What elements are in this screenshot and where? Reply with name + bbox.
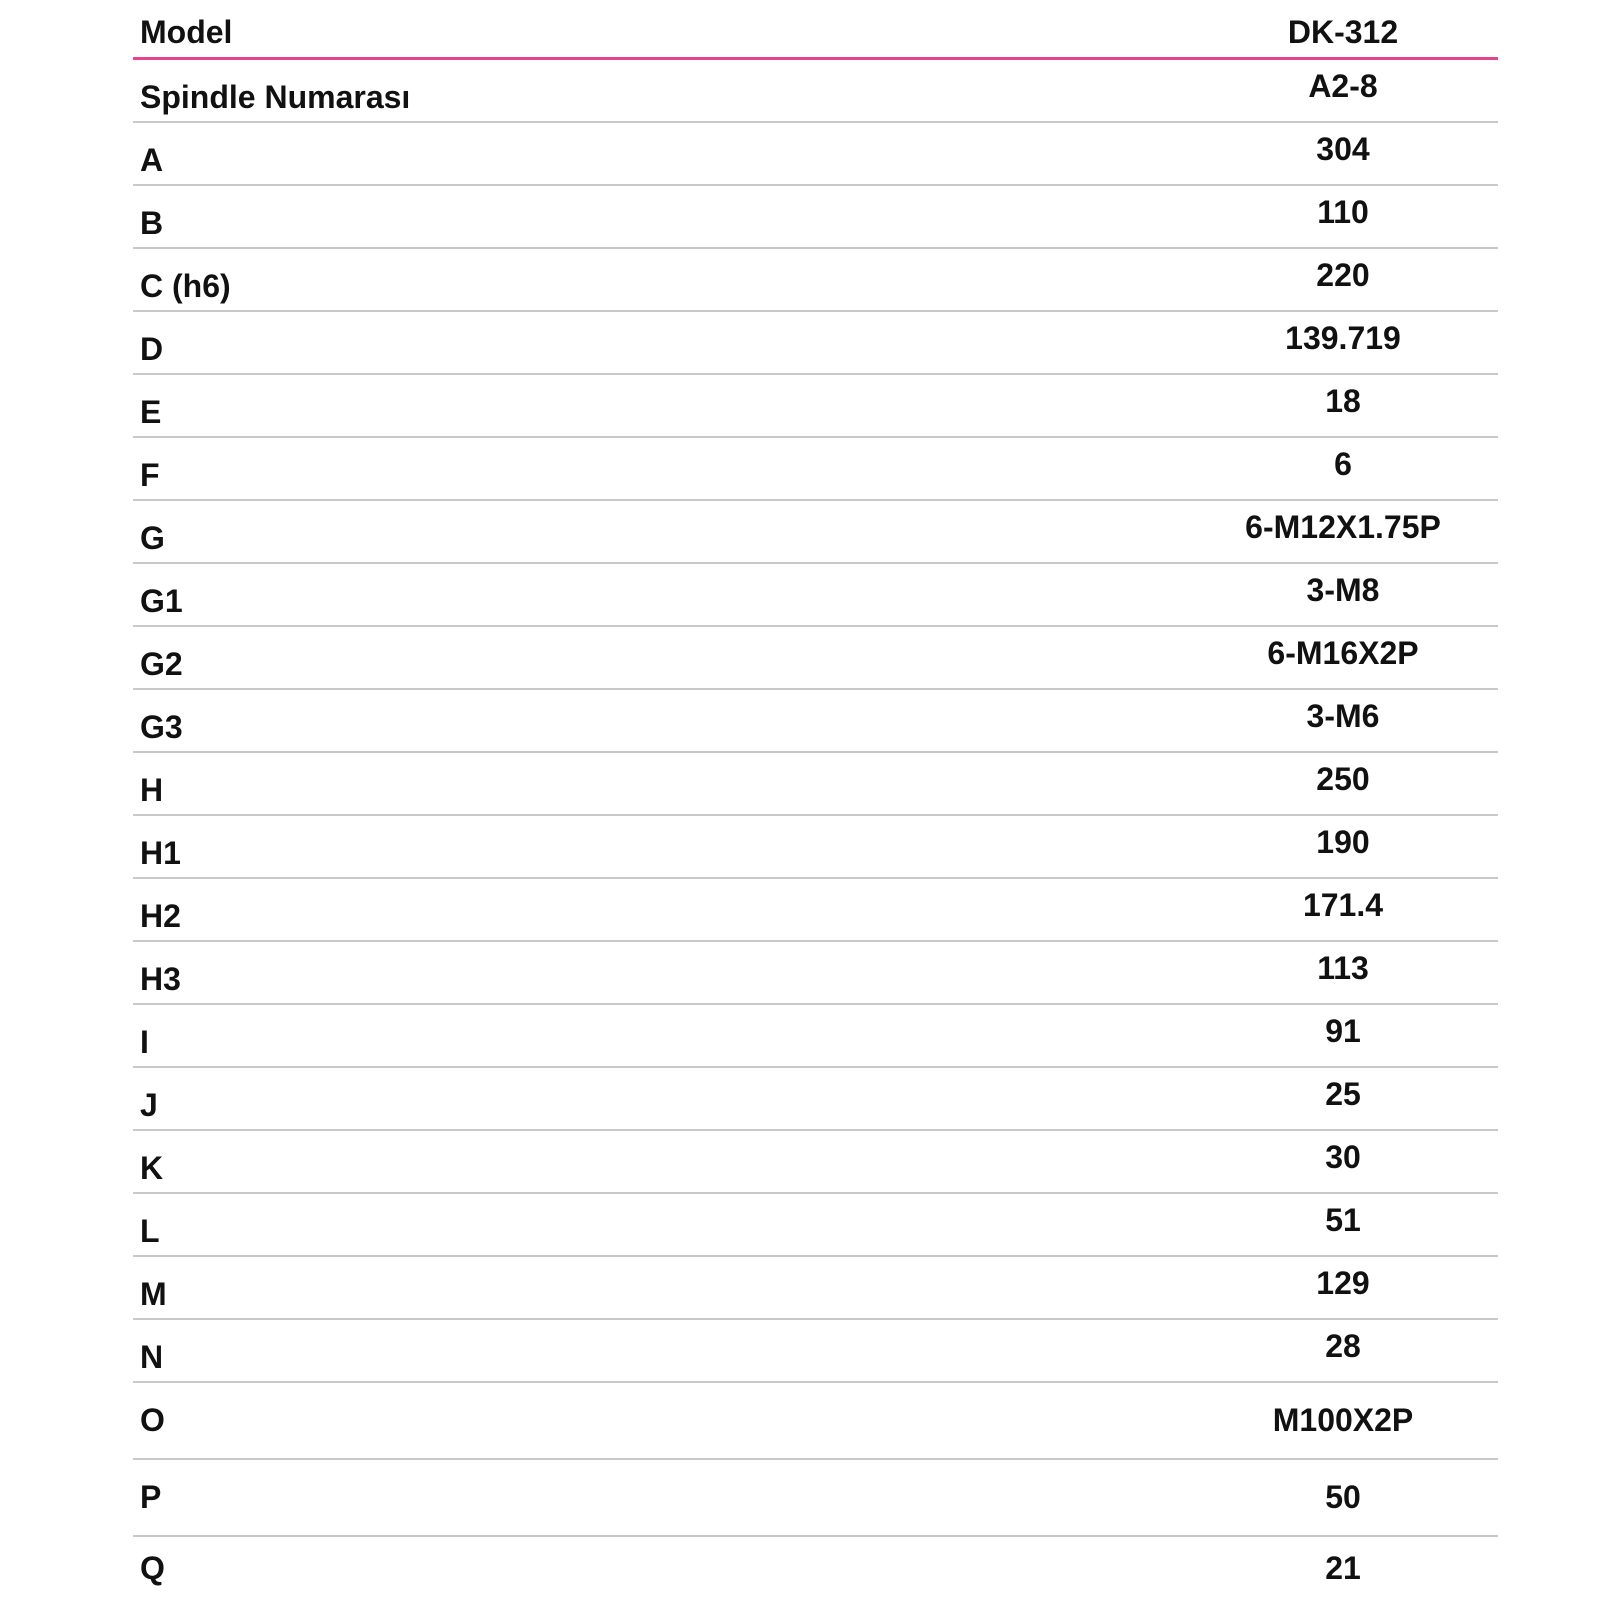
table-row [133,438,1498,501]
row-value: 18 [1325,383,1361,419]
table-row [133,312,1498,375]
table-row [133,501,1498,564]
table-row [133,1537,1498,1599]
row-value: M100X2P [1272,1402,1414,1438]
row-value: 6-M16X2P [1267,635,1419,671]
row-label: K [140,1150,164,1186]
table-row [133,690,1498,753]
row-label: I [140,1024,149,1060]
row-value: 6 [1334,446,1352,482]
table-row [133,816,1498,879]
row-value: A2-8 [1308,68,1378,104]
table-row [133,1194,1498,1257]
row-label: D [140,331,164,367]
row-label: H [140,772,164,808]
row-label: P [140,1479,162,1515]
table-row [133,1257,1498,1320]
table-row [133,1068,1498,1131]
row-value: 139.719 [1285,320,1401,356]
row-value: 220 [1316,257,1370,293]
row-label: L [140,1213,160,1249]
row-label: H1 [140,835,181,871]
row-value: 110 [1317,194,1369,230]
table-row [133,186,1498,249]
row-label: H2 [140,898,181,934]
row-value: 51 [1325,1202,1361,1238]
table-row [133,1320,1498,1383]
row-value: 129 [1316,1265,1370,1301]
row-value: 3-M6 [1306,698,1380,734]
row-label: G1 [140,583,183,619]
row-label: O [140,1402,165,1438]
row-label: M [140,1276,167,1312]
row-value: 25 [1325,1076,1361,1112]
row-label: H3 [140,961,181,997]
table-row [133,753,1498,816]
row-label: E [140,394,162,430]
table-row [133,1005,1498,1068]
row-label: A [140,142,164,178]
table-row [133,1460,1498,1537]
model-label: Model [140,14,233,50]
row-value: 30 [1325,1139,1361,1175]
spec-table [133,0,1498,1599]
table-row [133,564,1498,627]
table-row [133,1131,1498,1194]
row-label: C (h6) [140,268,231,304]
row-value: 3-M8 [1306,572,1380,608]
row-label: Spindle Numarası [140,79,411,115]
table-header-row [133,0,1498,60]
row-value: 250 [1316,761,1370,797]
row-value: 304 [1316,131,1370,167]
table-row [133,942,1498,1005]
row-value: 171.4 [1302,887,1384,923]
row-label: J [140,1087,158,1123]
row-value: 21 [1325,1549,1361,1586]
row-label: N [140,1339,164,1375]
row-value: 6-M12X1.75P [1245,509,1441,545]
row-label: G [140,520,165,556]
row-value: 28 [1325,1328,1361,1364]
table-row [133,249,1498,312]
row-value: 50 [1325,1479,1361,1515]
table-row [133,375,1498,438]
row-value: 113 [1317,950,1369,986]
row-label: G3 [140,709,183,745]
table-row [133,1383,1498,1460]
table-row [133,879,1498,942]
row-value: 91 [1325,1013,1361,1049]
row-value: 190 [1316,824,1370,860]
row-label: F [140,457,160,493]
table-row [133,627,1498,690]
model-value: DK-312 [1287,14,1399,50]
table-row [133,60,1498,123]
row-label: B [140,205,164,241]
row-label: Q [140,1549,165,1586]
row-label: G2 [140,646,183,682]
table-row [133,123,1498,186]
